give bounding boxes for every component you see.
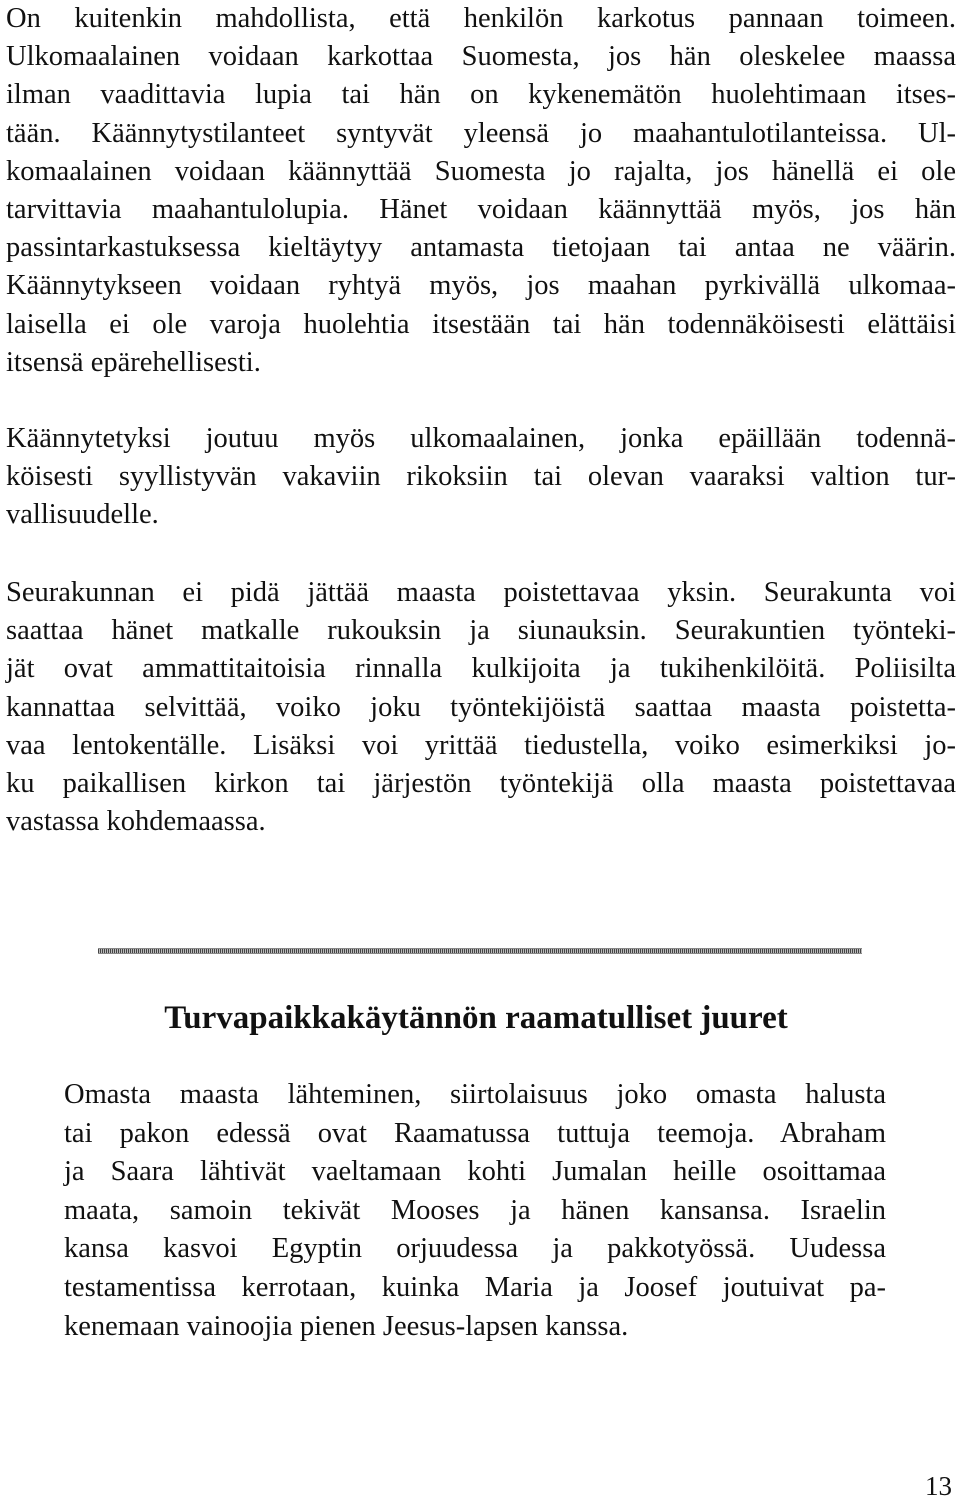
text-line: jät ovat ammattitaitoisia rinnalla kulkijoita ja tukihenkilöitä. Poliisilta <box>6 653 956 685</box>
text-line: On kuitenkin mahdollista, että henkilön karkotus pannaan toimeen. <box>6 3 956 34</box>
text-line: maata, samoin tekivät Mooses ja hänen kansansa. Israelin <box>64 1194 886 1226</box>
text-line: vaa lentokentälle. Lisäksi voi yrittää tiedustella, voiko esimerkiksi jo- <box>6 729 956 761</box>
section-heading: Turvapaikkakäytännön raamatulliset juuret <box>164 1000 788 1036</box>
paragraph-refusal <box>6 420 956 535</box>
text-line: testamentissa kerrotaan, kuinka Maria ja Joosef joutuivat pa- <box>64 1271 886 1303</box>
text-line: tään. Käännytystilanteet syntyvät yleensä jo maahantulotilanteissa. Ul- <box>6 117 956 149</box>
text-line: saattaa hänet matkalle rukouksin ja siunauksin. Seurakuntien työnteki- <box>6 615 956 647</box>
text-line: kenemaan vainoojia pienen Jeesus-lapsen kanssa. <box>64 1310 629 1342</box>
text-line: vastassa kohdemaassa. <box>6 806 266 838</box>
text-line: köisesti syyllistyvän vakaviin rikoksiin tai olevan vaaraksi valtion tur- <box>6 461 956 493</box>
text-line: Omasta maasta lähteminen, siirtolaisuus joko omasta halusta <box>64 1079 886 1110</box>
text-line: kannattaa selvittää, voiko joku työntekijöistä saattaa maasta poistetta- <box>6 691 956 723</box>
text-line: Käännytykseen voidaan ryhtyä myös, jos maahan pyrkivällä ulkomaa- <box>6 270 956 302</box>
text-line: Seurakunnan ei pidä jättää maasta poistettavaa yksin. Seurakunta voi <box>6 577 956 608</box>
text-line: ku paikallisen kirkon tai järjestön työntekijä olla maasta poistettavaa <box>6 768 956 800</box>
text-line: laisella ei ole varoja huolehtia itsestään tai hän todennäköisesti elättäisi <box>6 308 956 340</box>
text-line: tarvittavia maahantulolupia. Hänet voidaan käännyttää myös, jos hän <box>6 194 956 226</box>
text-line: tai pakon edessä ovat Raamatussa tuttuja teemoja. Abraham <box>64 1117 886 1149</box>
text-line: komaalainen voidaan käännyttää Suomesta jo rajalta, jos hänellä ei ole <box>6 155 956 187</box>
text-line: kansa kasvoi Egyptin orjuudessa ja pakkotyössä. Uudessa <box>64 1233 886 1265</box>
section-divider <box>98 948 862 954</box>
paragraph-biblical-roots <box>64 1076 886 1346</box>
text-line: ilman vaadittavia lupia tai hän on kykenemätön huolehtimaan itses- <box>6 79 956 111</box>
text-line: Käännytetyksi joutuu myös ulkomaalainen, jonka epäillään todennä- <box>6 423 956 454</box>
paragraph-parish <box>6 574 956 841</box>
text-line: ja Saara lähtivät vaeltamaan kohti Jumalan heille osoittamaa <box>64 1156 886 1188</box>
text-line: passintarkastuksessa kieltäytyy antamasta tietojaan tai antaa ne väärin. <box>6 232 956 264</box>
page-number: 13 <box>925 1471 952 1501</box>
text-line: itsensä epärehellisesti. <box>6 346 261 378</box>
paragraph-expulsion <box>6 0 956 382</box>
text-line: Ulkomaalainen voidaan karkottaa Suomesta, jos hän oleskelee maassa <box>6 41 956 73</box>
text-line: vallisuudelle. <box>6 499 159 531</box>
